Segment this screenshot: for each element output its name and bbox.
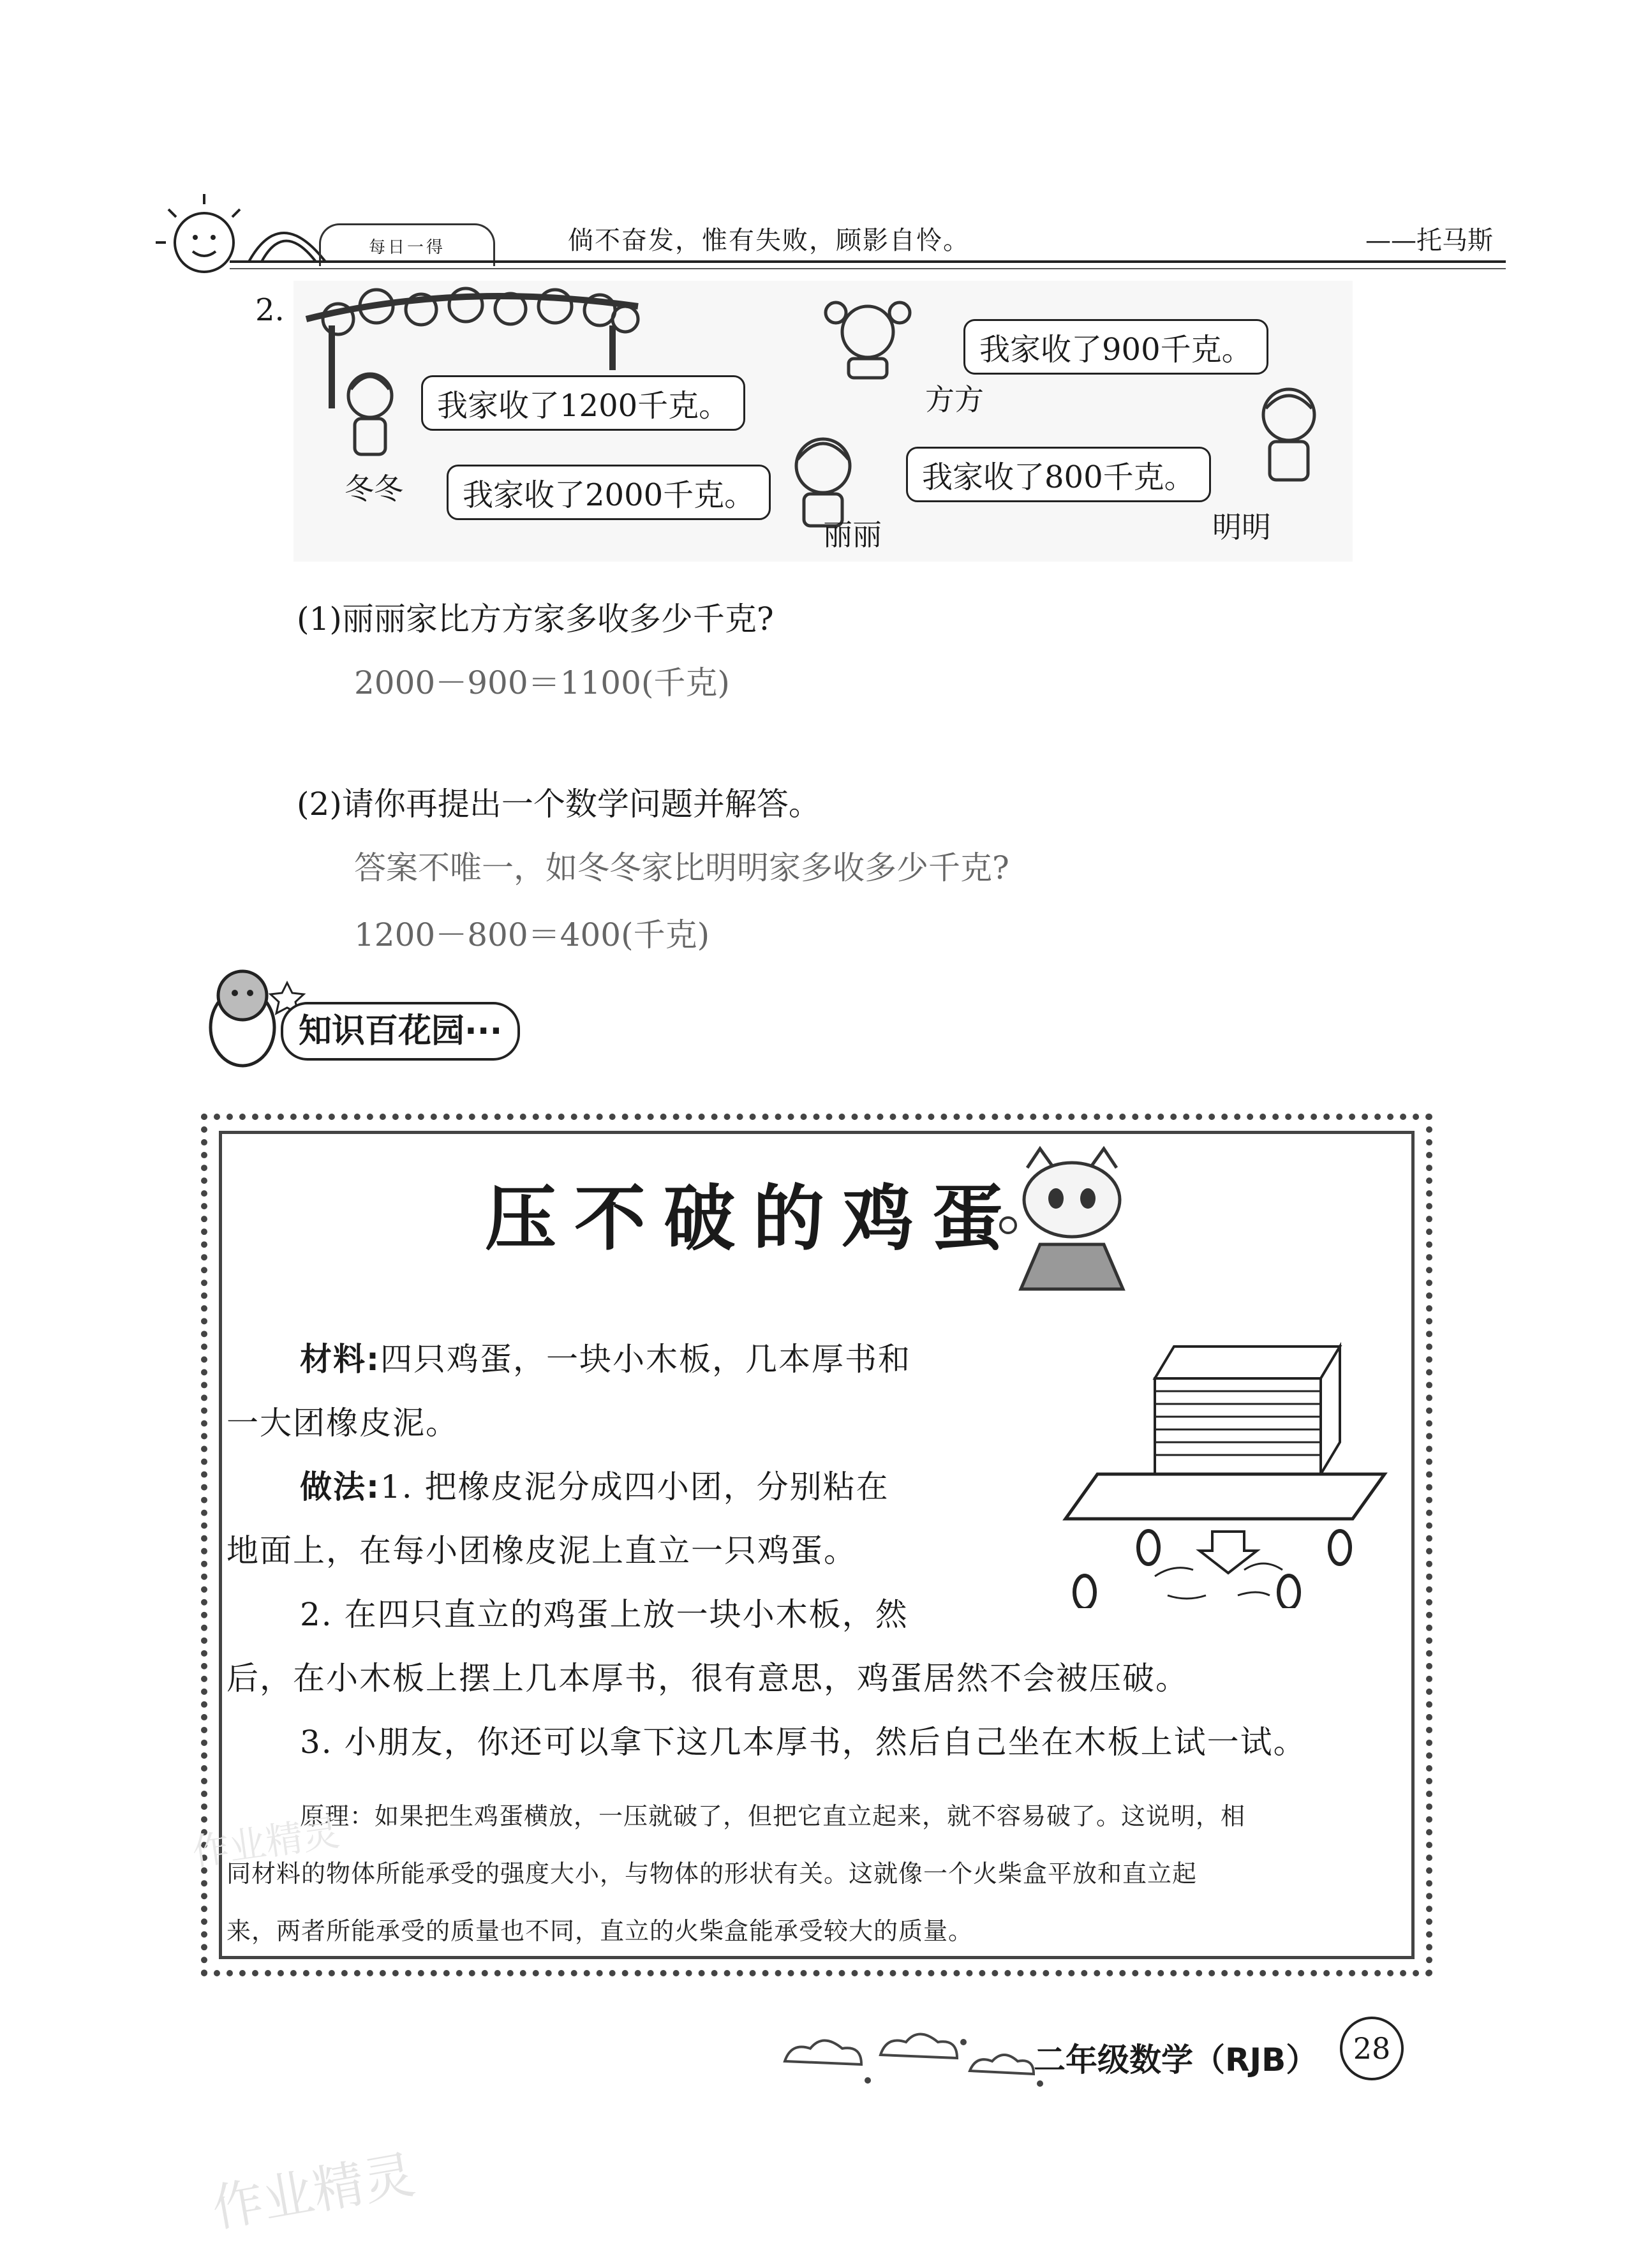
sub-question-1: (1)丽丽家比方方家多收多少千克? xyxy=(297,601,774,638)
header-quote: 倘不奋发，惟有失败，顾影自怜。 xyxy=(568,226,970,255)
principle-line-2: 同材料的物体所能承受的强度大小，与物体的形状有关。这就像一个火柴盒平放和直立起 xyxy=(227,1860,1198,1888)
story-title: 压不破的鸡蛋 xyxy=(485,1177,1021,1260)
sub-question-2-answer-line1: 答案不唯一，如冬冬家比明明家多收多少千克? xyxy=(354,849,1009,886)
materials-line-2: 一大团橡皮泥。 xyxy=(227,1405,459,1442)
name-lili: 丽丽 xyxy=(823,518,882,552)
speech-bubble-lili: 我家收了2000千克。 xyxy=(447,465,771,520)
step3-line: 3. 小朋友，你还可以拿下这几本厚书，然后自己坐在木板上试一试。 xyxy=(300,1724,1307,1761)
name-fangfang: 方方 xyxy=(925,382,984,417)
principle-line-3: 来，两者所能承受的质量也不同，直立的火柴盒能承受较大的质量。 xyxy=(227,1917,974,1945)
step1-line-2: 地面上，在每小团橡皮泥上直立一只鸡蛋。 xyxy=(227,1532,857,1569)
sun-decoration-icon xyxy=(153,191,332,287)
page-number: 28 xyxy=(1340,2017,1404,2080)
step2-line-1: 2. 在四只直立的鸡蛋上放一块小木板，然 xyxy=(300,1596,909,1633)
watermark-mid: 作业精灵 xyxy=(189,1810,343,1874)
cat-mascot-icon xyxy=(995,1142,1148,1302)
name-dongdong: 冬冬 xyxy=(345,472,403,506)
header-divider-thin xyxy=(230,268,1506,269)
knowledge-garden-title: 知识百花园··· xyxy=(281,1002,520,1061)
name-mingming: 明明 xyxy=(1212,510,1271,544)
watermark: 作业精灵 xyxy=(207,2144,419,2239)
speech-bubble-fangfang: 我家收了900千克。 xyxy=(963,319,1268,375)
question-number: 2. xyxy=(255,292,285,328)
principle-line-1: 原理：如果把生鸡蛋横放，一压就破了，但把它直立起来，就不容易破了。这说明，相 xyxy=(300,1802,1246,1830)
footer-subject: 二年级数学（RJB） xyxy=(1034,2041,1318,2078)
method-line-1 xyxy=(300,1461,889,1507)
speech-bubble-dongdong: 我家收了1200千克。 xyxy=(421,375,745,431)
header-author: ——托马斯 xyxy=(1365,226,1493,255)
speech-bubble-mingming: 我家收了800千克。 xyxy=(906,447,1211,502)
step2-line-2: 后，在小木板上摆上几本厚书，很有意思，鸡蛋居然不会被压破。 xyxy=(227,1660,1189,1697)
materials-line-1 xyxy=(300,1334,911,1380)
header-divider xyxy=(230,260,1506,263)
sub-question-1-answer: 2000－900＝1100(千克) xyxy=(354,664,730,701)
harvest-scene xyxy=(293,281,1353,562)
sub-question-2-answer-line2: 1200－800＝400(千克) xyxy=(354,916,710,953)
egg-experiment-illustration xyxy=(1053,1327,1397,1608)
materials-text: 四只鸡蛋，一块小木板，几本厚书和 xyxy=(380,1341,911,1378)
daily-gain-badge: 每日一得 xyxy=(319,223,495,266)
sub-question-2: (2)请你再提出一个数学问题并解答。 xyxy=(297,786,821,823)
step1-text: 1. 把橡皮泥分成四小团，分别粘在 xyxy=(380,1468,889,1505)
materials-label: 材料: xyxy=(300,1341,380,1378)
method-label: 做法: xyxy=(300,1468,380,1505)
